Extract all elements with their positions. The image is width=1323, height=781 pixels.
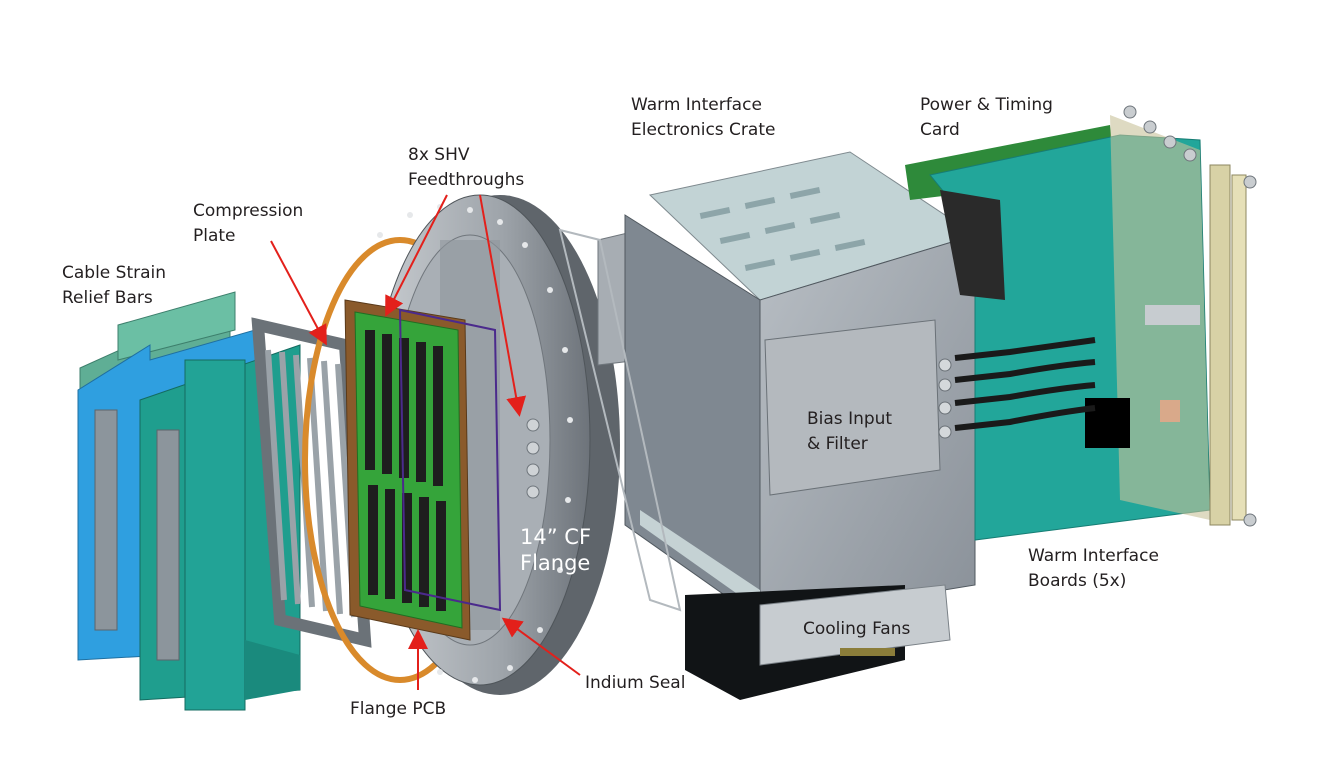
label-warm-interface-boards: Warm Interface Boards (5x) <box>1028 546 1159 591</box>
label-shv-feedthroughs: 8x SHV Feedthroughs <box>408 145 525 190</box>
label-compression-plate: Compression Plate <box>193 201 304 246</box>
label-flange-pcb: Flange PCB <box>350 699 447 719</box>
label-power-timing-card: Power & Timing Card <box>920 95 1053 140</box>
label-cooling-fans: Cooling Fans <box>803 619 911 639</box>
electronics-crate <box>560 152 975 700</box>
label-cf-flange: 14” CF Flange <box>520 525 592 575</box>
label-bias-input-filter: Bias Input & Filter <box>807 409 893 454</box>
label-electronics-crate: Warm Interface Electronics Crate <box>631 95 776 140</box>
label-indium-seal: Indium Seal <box>585 673 686 693</box>
label-cable-strain-relief-bars: Cable Strain Relief Bars <box>62 263 167 308</box>
